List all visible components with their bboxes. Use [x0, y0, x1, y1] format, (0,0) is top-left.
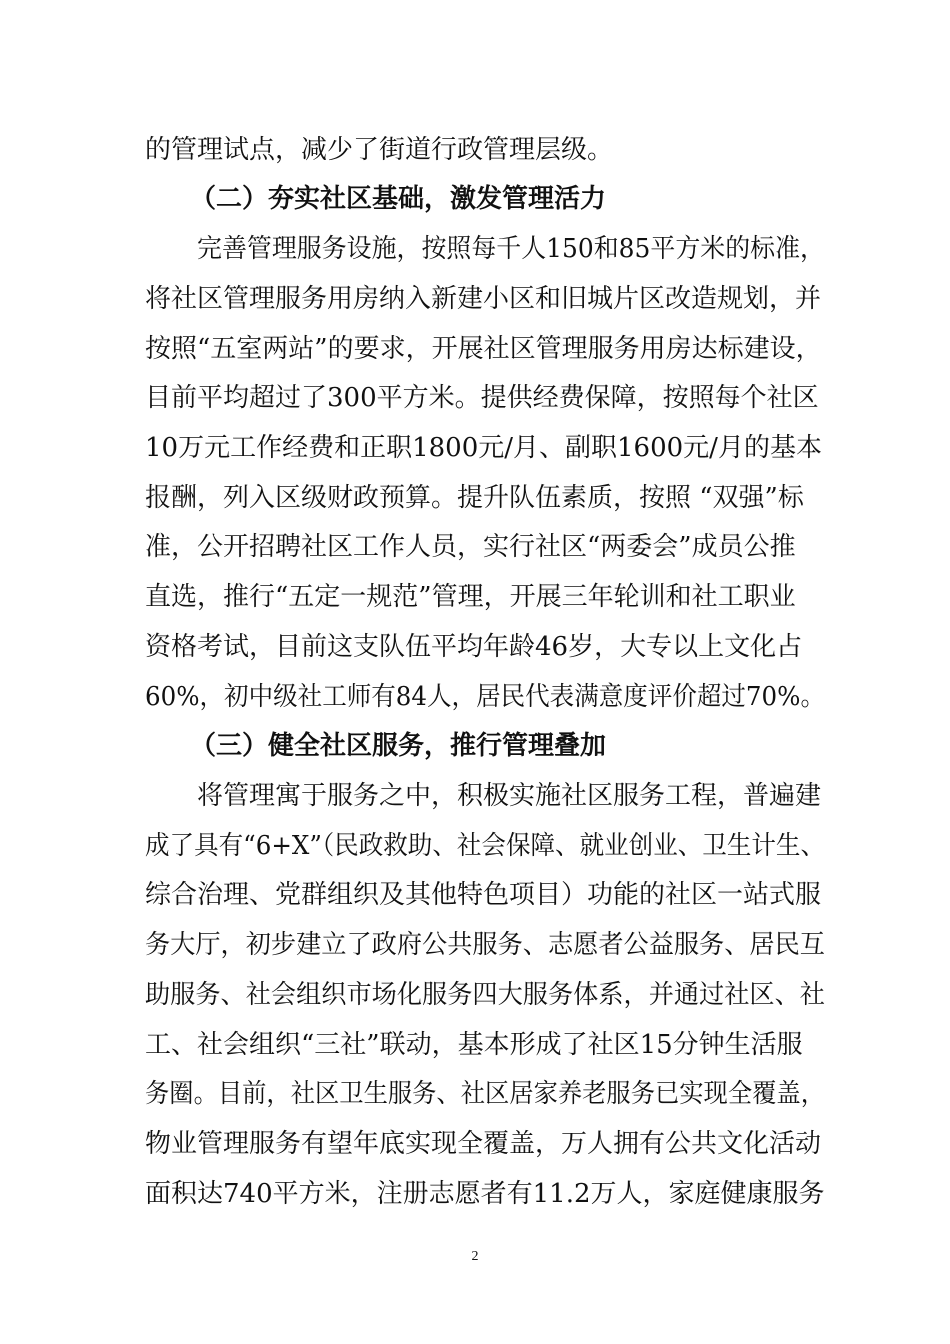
paragraph-line: 务大厅，初步建立了政府公共服务、志愿者公益服务、居民互 — [145, 930, 825, 960]
paragraph-line: 物业管理服务有望年底实现全覆盖，万人拥有公共文化活动 — [145, 1129, 822, 1159]
paragraph-line: 面积达740平方米，注册志愿者有11.2万人，家庭健康服务 — [145, 1179, 825, 1209]
paragraph-line: 将社区管理服务用房纳入新建小区和旧城片区改造规划，并 — [145, 284, 822, 314]
paragraph-line: 60%，初中级社工师有84人，居民代表满意度评价超过70%。 — [145, 682, 825, 712]
paragraph-line: 工、社会组织“三社”联动，基本形成了社区15分钟生活服 — [145, 1030, 803, 1060]
paragraph-line: 完善管理服务设施，按照每千人150和85平方米的标准， — [197, 234, 825, 264]
paragraph-line: 目前平均超过了300平方米。提供经费保障，按照每个社区 — [145, 383, 819, 413]
paragraph-line: 准，公开招聘社区工作人员，实行社区“两委会”成员公推 — [145, 532, 796, 562]
paragraph-line: 的管理试点，减少了街道行政管理层级。 — [145, 135, 614, 165]
section-heading: （三）健全社区服务，推行管理叠加 — [190, 731, 607, 761]
page-number: 2 — [471, 1249, 479, 1264]
paragraph-line: 报酬，列入区级财政预算。提升队伍素质，按照 “双强”标 — [145, 483, 804, 513]
section-heading: （二）夯实社区基础，激发管理活力 — [190, 184, 607, 214]
paragraph-line: 按照“五室两站”的要求，开展社区管理服务用房达标建设， — [145, 334, 822, 364]
paragraph-line: 务圈。目前，社区卫生服务、社区居家养老服务已实现全覆盖， — [145, 1079, 825, 1109]
paragraph-line: 将管理寓于服务之中，积极实施社区服务工程，普遍建 — [197, 781, 822, 811]
paragraph-line: 资格考试，目前这支队伍平均年龄46岁，大专以上文化占 — [145, 632, 803, 662]
paragraph-line: 10万元工作经费和正职1800元/月、副职1600元/月的基本 — [145, 433, 822, 463]
paragraph-line: 成了具有“6+X”（民政救助、社会保障、就业创业、卫生计生、 — [145, 831, 825, 861]
paragraph-line: 助服务、社会组织市场化服务四大服务体系，并通过社区、社 — [145, 980, 825, 1010]
paragraph-line: 综合治理、党群组织及其他特色项目）功能的社区一站式服 — [145, 880, 822, 910]
paragraph-line: 直选，推行“五定一规范”管理，开展三年轮训和社工职业 — [145, 582, 796, 612]
